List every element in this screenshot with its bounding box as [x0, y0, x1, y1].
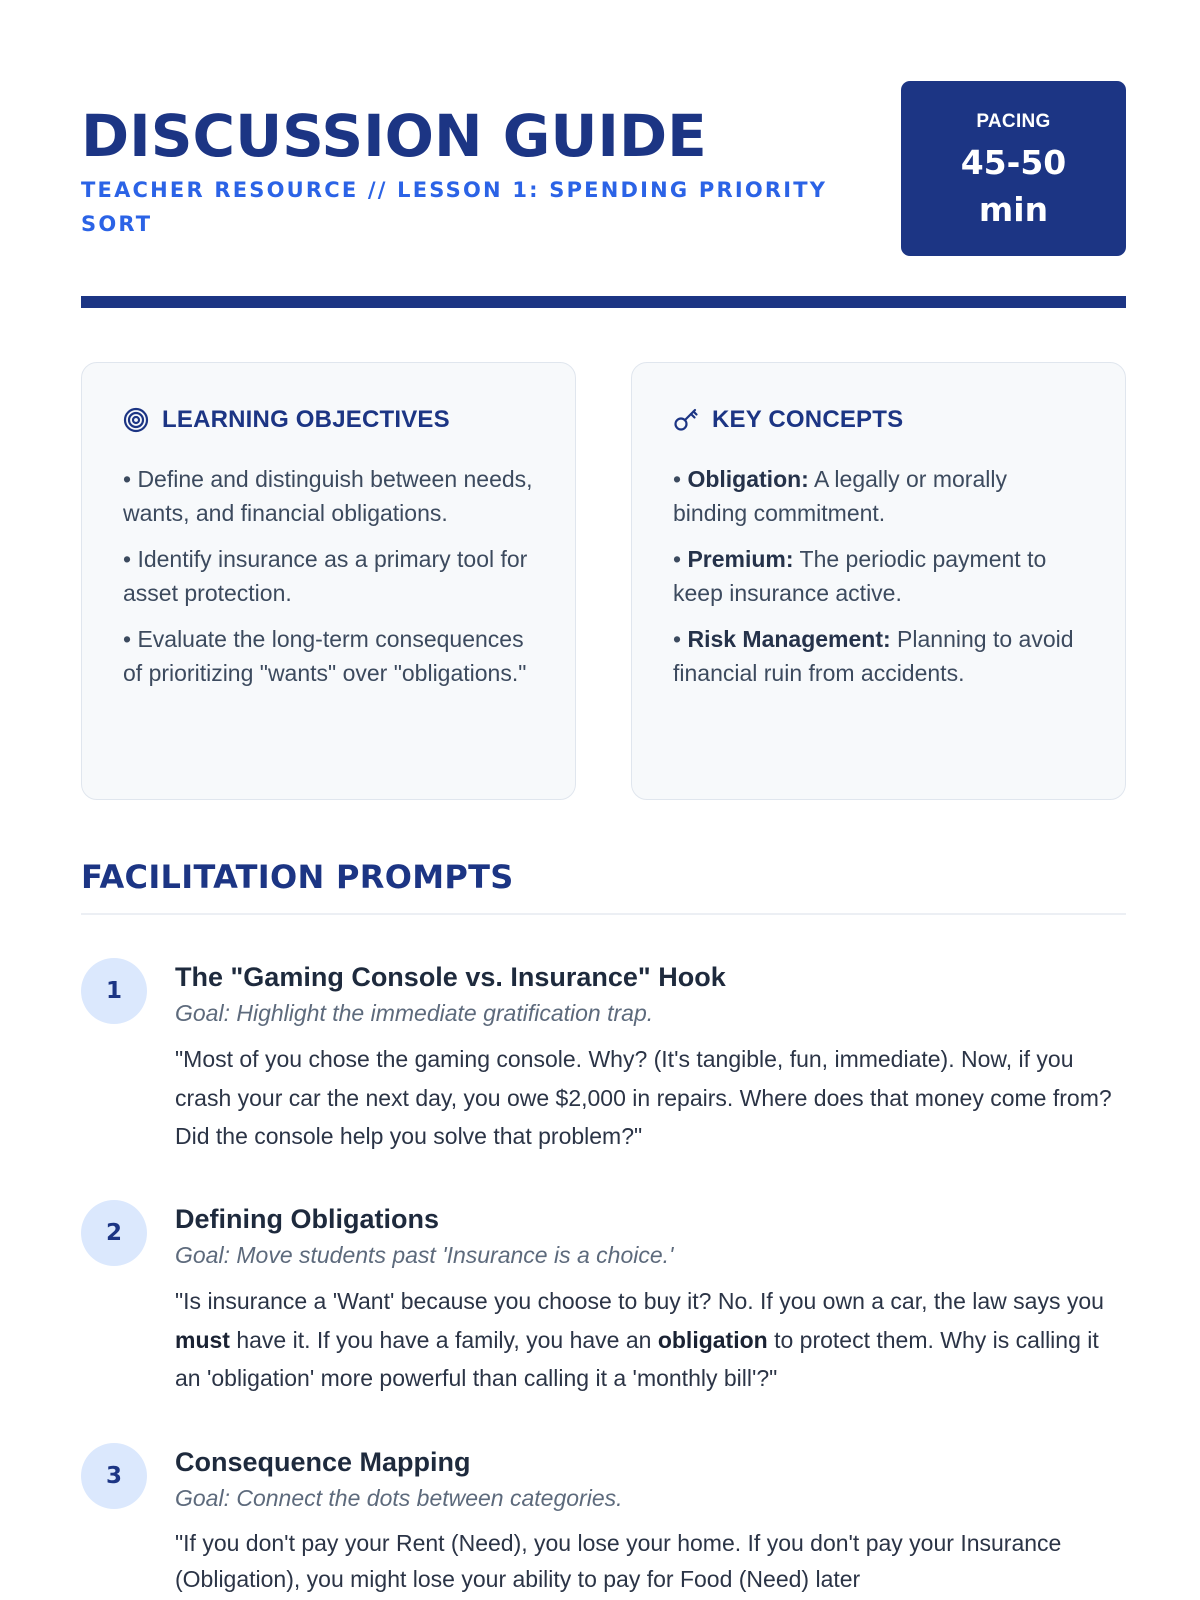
- prompt-content: [175, 1443, 1126, 1597]
- prompt-text-part: "Is insurance a 'Want' because you choose to buy it? No. If you own a car, the law says you: [175, 1288, 1104, 1314]
- prompt-title: The "Gaming Console vs. Insurance" Hook: [175, 962, 726, 992]
- concepts-list: [673, 463, 1085, 690]
- prompt-goal: Goal: Move students past 'Insurance is a choice.': [175, 1242, 674, 1268]
- facilitation-prompts-heading: FACILITATION PROMPTS: [81, 858, 514, 896]
- prompt-text-part: have it. If you have a family, you have an: [229, 1326, 658, 1353]
- learning-objectives-title: LEARNING OBJECTIVES: [162, 406, 450, 433]
- page-title: DISCUSSION GUIDE: [81, 102, 707, 170]
- prompt-text: [175, 1040, 1126, 1156]
- concept-item: • Premium: The periodic payment to keep insurance active.: [673, 546, 1047, 606]
- concept-term: Obligation:: [687, 466, 809, 492]
- prompt-number-badge: 3: [81, 1443, 147, 1509]
- objective-item: • Evaluate the long-term consequences of prioritizing "wants" over "obligations.": [123, 626, 527, 686]
- concept-item: • Obligation: A legally or morally binding commitment.: [673, 466, 1007, 526]
- prompt-text: [175, 1282, 1126, 1398]
- prompt-text-part: "Most of you chose the gaming console. Why? (It's tangible, fun, immediate). Now, if you crash your car the next day, you owe $2,000 in repairs. Where does that money come from? Did the console help you solve that problem?": [175, 1046, 1112, 1149]
- prompt-text: [175, 1525, 1126, 1597]
- learning-objectives-header: [123, 407, 535, 433]
- prompt-text-emphasis: must: [175, 1326, 230, 1353]
- pacing-box: [901, 81, 1126, 256]
- prompt-number-badge: 1: [81, 958, 147, 1024]
- prompt-text-emphasis: obligation: [657, 1326, 768, 1353]
- header-divider: [81, 296, 1126, 308]
- prompt-number-badge: 2: [81, 1200, 147, 1266]
- prompt-text-part: to protect them. Why is calling it an 'obligation' more powerful than calling it a 'monthly bill'?": [175, 1326, 1099, 1391]
- pacing-value: [901, 139, 1126, 233]
- page-subtitle: TEACHER RESOURCE // LESSON 1: SPENDING PRIORITY SORT: [81, 178, 828, 236]
- concept-definition: The periodic payment to keep insurance active.: [673, 546, 1047, 606]
- key-concepts-card: [631, 362, 1126, 800]
- key-concepts-title: KEY CONCEPTS: [712, 406, 904, 433]
- objective-item: • Define and distinguish between needs, wants, and financial obligations.: [123, 466, 533, 526]
- pacing-label: PACING: [976, 111, 1051, 132]
- prompt-content: [175, 1200, 1126, 1398]
- concept-definition: A legally or morally binding commitment.: [673, 466, 1007, 526]
- concept-definition: Planning to avoid financial ruin from accidents.: [673, 626, 1074, 686]
- learning-objectives-card: [81, 362, 576, 800]
- prompt-content: [175, 958, 1126, 1156]
- section-divider: [81, 913, 1126, 915]
- prompt-title: Consequence Mapping: [175, 1447, 471, 1477]
- pacing-value-number: 45-50: [960, 143, 1067, 182]
- pacing-value-unit: min: [978, 190, 1049, 229]
- page-header: [81, 81, 1126, 256]
- prompt-text-part: "If you don't pay your Rent (Need), you lose your home. If you don't pay your Insurance (Obligation), you might lose your ability to pay for Food (Need) later: [175, 1530, 1062, 1592]
- key-concepts-header: [673, 407, 1085, 433]
- concept-term: Risk Management:: [687, 626, 891, 652]
- concept-item: • Risk Management: Planning to avoid financial ruin from accidents.: [673, 626, 1074, 686]
- prompt-goal: Goal: Highlight the immediate gratification trap.: [175, 1000, 654, 1026]
- prompt-goal: Goal: Connect the dots between categories.: [175, 1485, 623, 1511]
- key-icon: [673, 407, 699, 433]
- concept-term: Premium:: [687, 546, 794, 572]
- prompt-title: Defining Obligations: [175, 1204, 439, 1234]
- objectives-list: [123, 463, 535, 690]
- objective-item: • Identify insurance as a primary tool for asset protection.: [123, 546, 528, 606]
- target-icon: [123, 407, 149, 433]
